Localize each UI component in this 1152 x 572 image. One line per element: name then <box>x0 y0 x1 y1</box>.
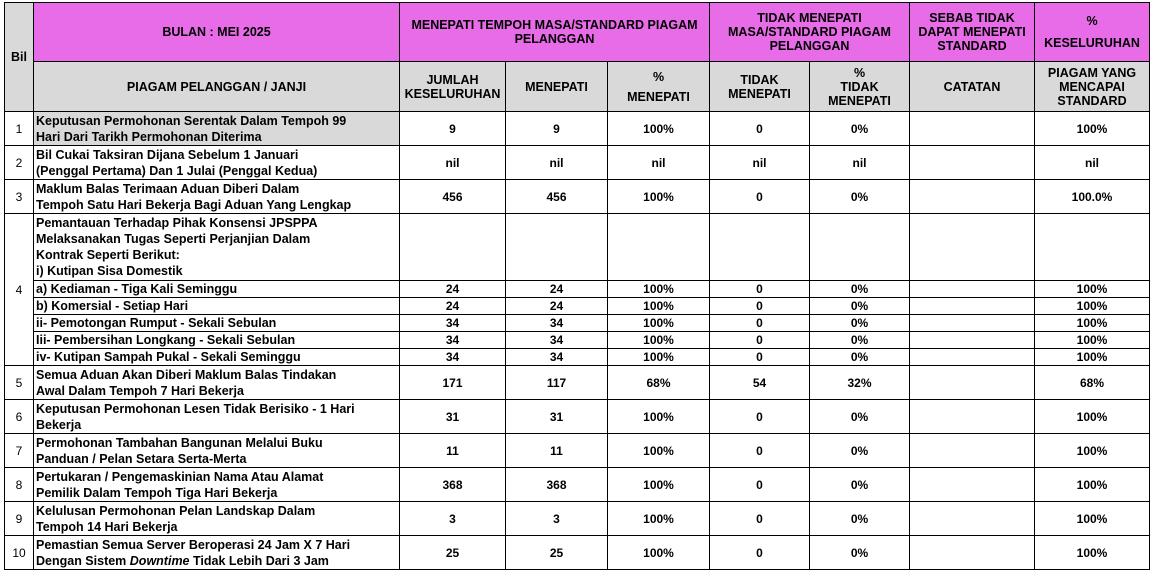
jumlah-cell: 34 <box>400 349 506 366</box>
pct-tidak-cell: 0% <box>810 536 910 570</box>
tidak-cell: 0 <box>710 112 810 146</box>
pct-symbol: % <box>1086 14 1098 28</box>
piagam-table <box>4 2 1150 570</box>
pct-tidak-cell: 0% <box>810 468 910 502</box>
row-number: 6 <box>5 400 34 434</box>
list-item <box>5 281 1150 298</box>
keseluruhan-cell: 100% <box>1035 281 1150 298</box>
pct-tidak-cell: 0% <box>810 298 910 315</box>
jumlah-cell: 24 <box>400 298 506 315</box>
pct-symbol: % <box>853 65 866 80</box>
table-row <box>5 468 1150 502</box>
row-description: Bil Cukai Taksiran Dijana Sebelum 1 Januari (Penggal Pertama) Dan 1 Julai (Penggal Kedua) <box>34 146 400 180</box>
bil-header: Bil <box>5 3 34 112</box>
jumlah-cell: 24 <box>400 281 506 298</box>
row-number: 2 <box>5 146 34 180</box>
menepati-cell: 34 <box>506 349 608 366</box>
menepati-cell: 368 <box>506 468 608 502</box>
jumlah-cell: 9 <box>400 112 506 146</box>
jumlah-cell: 34 <box>400 332 506 349</box>
pct-menepati-cell: 100% <box>608 112 710 146</box>
keseluruhan-cell: 100.0% <box>1035 180 1150 214</box>
row-description: Keputusan Permohonan Lesen Tidak Berisiko - 1 Hari Bekerja <box>34 400 400 434</box>
table-row <box>5 366 1150 400</box>
pct-menepati-cell: 100% <box>608 502 710 536</box>
pct-tidak-header <box>810 62 910 112</box>
pct-menepati-cell: 100% <box>608 400 710 434</box>
catatan-cell <box>910 468 1035 502</box>
jumlah-cell: 456 <box>400 180 506 214</box>
row-description: Pertukaran / Pengemaskinian Nama Atau Alamat Pemilik Dalam Tempoh Tiga Hari Bekerja <box>34 468 400 502</box>
keseluruhan-cell: 100% <box>1035 112 1150 146</box>
catatan-cell <box>910 298 1035 315</box>
row-description: Pemantauan Terhadap Pihak Konsensi JPSPPA Melaksanakan Tugas Seperti Perjanjian Dalam Kontrak Seperti Berikut: i) Kutipan Sisa Domestik <box>34 214 400 281</box>
tidak-cell: 0 <box>710 400 810 434</box>
menepati-cell: 9 <box>506 112 608 146</box>
tidak-cell: 0 <box>710 281 810 298</box>
keseluruhan-cell: 100% <box>1035 298 1150 315</box>
row-number: 5 <box>5 366 34 400</box>
menepati-cell: 11 <box>506 434 608 468</box>
list-item <box>5 332 1150 349</box>
pct-tidak-cell: 0% <box>810 112 910 146</box>
piagam-header: PIAGAM PELANGGAN / JANJI <box>34 62 400 112</box>
row-number: 8 <box>5 468 34 502</box>
menepati-group-header: MENEPATI TEMPOH MASA/STANDARD PIAGAM PELANGGAN <box>400 3 710 62</box>
menepati-cell: 31 <box>506 400 608 434</box>
pct-menepati-cell: 100% <box>608 332 710 349</box>
pct-tidak-cell: 0% <box>810 400 910 434</box>
keseluruhan-cell: nil <box>1035 146 1150 180</box>
menepati-cell: 34 <box>506 315 608 332</box>
row-number: 3 <box>5 180 34 214</box>
keseluruhan-cell: 100% <box>1035 434 1150 468</box>
keseluruhan-cell: 100% <box>1035 536 1150 570</box>
row-description: Pemastian Semua Server Beroperasi 24 Jam X 7 Hari Dengan Sistem Downtime Tidak Lebih Dari 3 Jam <box>34 536 400 570</box>
tidak-cell: 0 <box>710 315 810 332</box>
pct-menepati-cell: 100% <box>608 298 710 315</box>
sub-item-label: ii- Pemotongan Rumput - Sekali Sebulan <box>34 315 400 332</box>
row-description: Maklum Balas Terimaan Aduan Diberi Dalam Tempoh Satu Hari Bekerja Bagi Aduan Yang Lengkap <box>34 180 400 214</box>
keseluruhan-cell: 100% <box>1035 349 1150 366</box>
bulan-header: BULAN : MEI 2025 <box>34 3 400 62</box>
tidak-cell: 0 <box>710 298 810 315</box>
pct-menepati-cell: 100% <box>608 281 710 298</box>
tidak-cell: 0 <box>710 349 810 366</box>
menepati-cell: 117 <box>506 366 608 400</box>
pct-tidak-cell: 32% <box>810 366 910 400</box>
mencapai-header: PIAGAM YANG MENCAPAI STANDARD <box>1035 62 1150 112</box>
list-item <box>5 315 1150 332</box>
jumlah-cell: 171 <box>400 366 506 400</box>
report-container <box>4 2 1150 570</box>
pct-tidak-cell: 0% <box>810 315 910 332</box>
pct-symbol: % <box>652 69 665 84</box>
pct-menepati-cell: 100% <box>608 180 710 214</box>
catatan-cell <box>910 434 1035 468</box>
keseluruhan-label: KESELURUHAN <box>1044 36 1140 50</box>
table-row <box>5 502 1150 536</box>
jumlah-cell: 3 <box>400 502 506 536</box>
catatan-header: CATATAN <box>910 62 1035 112</box>
row-description: Kelulusan Permohonan Pelan Landskap Dalam Tempoh 14 Hari Bekerja <box>34 502 400 536</box>
catatan-cell <box>910 146 1035 180</box>
catatan-cell <box>910 536 1035 570</box>
menepati-cell: 3 <box>506 502 608 536</box>
row-number: 4 <box>5 214 34 366</box>
tidak-menepati-header: TIDAK MENEPATI <box>710 62 810 112</box>
tidak-menepati-group-header: TIDAK MENEPATI MASA/STANDARD PIAGAM PELANGGAN <box>710 3 910 62</box>
tidak-cell: 0 <box>710 468 810 502</box>
keseluruhan-cell: 68% <box>1035 366 1150 400</box>
jumlah-cell: 34 <box>400 315 506 332</box>
row-description: Keputusan Permohonan Serentak Dalam Tempoh 99 Hari Dari Tarikh Permohonan Diterima <box>34 112 400 146</box>
sub-item-label: iv- Kutipan Sampah Pukal - Sekali Seminggu <box>34 349 400 366</box>
menepati-cell: 34 <box>506 332 608 349</box>
row-number: 1 <box>5 112 34 146</box>
tidak-cell: 0 <box>710 180 810 214</box>
jumlah-cell: nil <box>400 146 506 180</box>
tidak-cell: nil <box>710 146 810 180</box>
pct-keseluruhan-header <box>1035 3 1150 62</box>
menepati-cell: 24 <box>506 281 608 298</box>
sub-item-label: a) Kediaman - Tiga Kali Seminggu <box>34 281 400 298</box>
jumlah-cell: 11 <box>400 434 506 468</box>
pct-menepati-cell: 100% <box>608 349 710 366</box>
row-description: Permohonan Tambahan Bangunan Melalui Buku Panduan / Pelan Setara Serta-Merta <box>34 434 400 468</box>
jumlah-cell: 31 <box>400 400 506 434</box>
pct-tidak-cell: 0% <box>810 281 910 298</box>
catatan-cell <box>910 400 1035 434</box>
pct-menepati-cell: 100% <box>608 315 710 332</box>
sub-item-label: Iii- Pembersihan Longkang - Sekali Sebulan <box>34 332 400 349</box>
pct-tidak-cell: 0% <box>810 180 910 214</box>
tidak-cell: 0 <box>710 332 810 349</box>
row-number: 7 <box>5 434 34 468</box>
keseluruhan-cell: 100% <box>1035 468 1150 502</box>
tidak-cell: 0 <box>710 502 810 536</box>
menepati-cell: nil <box>506 146 608 180</box>
table-row <box>5 146 1150 180</box>
menepati-header: MENEPATI <box>506 62 608 112</box>
pct-menepati-cell: 100% <box>608 434 710 468</box>
pct-menepati-cell: nil <box>608 146 710 180</box>
tidak-cell: 0 <box>710 434 810 468</box>
keseluruhan-cell: 100% <box>1035 332 1150 349</box>
list-item <box>5 298 1150 315</box>
tidak-cell: 0 <box>710 536 810 570</box>
pct-menepati-cell: 100% <box>608 468 710 502</box>
pct-menepati-cell: 100% <box>608 536 710 570</box>
keseluruhan-cell: 100% <box>1035 502 1150 536</box>
tidak-cell: 54 <box>710 366 810 400</box>
catatan-cell <box>910 281 1035 298</box>
table-row <box>5 434 1150 468</box>
pct-tidak-cell: 0% <box>810 349 910 366</box>
catatan-cell <box>910 332 1035 349</box>
pct-menepati-cell: 68% <box>608 366 710 400</box>
pct-tidak-cell: 0% <box>810 332 910 349</box>
pct-tidak-cell: nil <box>810 146 910 180</box>
catatan-cell <box>910 366 1035 400</box>
catatan-cell <box>910 180 1035 214</box>
catatan-cell <box>910 349 1035 366</box>
menepati-cell: 24 <box>506 298 608 315</box>
table-row <box>5 180 1150 214</box>
row-number: 9 <box>5 502 34 536</box>
row-number: 10 <box>5 536 34 570</box>
jumlah-header: JUMLAH KESELURUHAN <box>400 62 506 112</box>
keseluruhan-cell: 100% <box>1035 400 1150 434</box>
pct-tidak-label: TIDAK MENEPATI <box>828 79 891 108</box>
jumlah-cell: 25 <box>400 536 506 570</box>
jumlah-cell: 368 <box>400 468 506 502</box>
table-row <box>5 112 1150 146</box>
pct-tidak-cell: 0% <box>810 502 910 536</box>
pct-menepati-header <box>608 62 710 112</box>
pct-tidak-cell: 0% <box>810 434 910 468</box>
sub-item-label: b) Komersial - Setiap Hari <box>34 298 400 315</box>
table-row <box>5 536 1150 570</box>
catatan-cell <box>910 112 1035 146</box>
row-description: Semua Aduan Akan Diberi Maklum Balas Tindakan Awal Dalam Tempoh 7 Hari Bekerja <box>34 366 400 400</box>
pct-menepati-label: MENEPATI <box>627 89 690 104</box>
catatan-cell <box>910 315 1035 332</box>
table-row <box>5 400 1150 434</box>
table-row <box>5 214 1150 281</box>
sebab-header: SEBAB TIDAK DAPAT MENEPATI STANDARD <box>910 3 1035 62</box>
list-item <box>5 349 1150 366</box>
catatan-cell <box>910 502 1035 536</box>
keseluruhan-cell: 100% <box>1035 315 1150 332</box>
menepati-cell: 456 <box>506 180 608 214</box>
menepati-cell: 25 <box>506 536 608 570</box>
